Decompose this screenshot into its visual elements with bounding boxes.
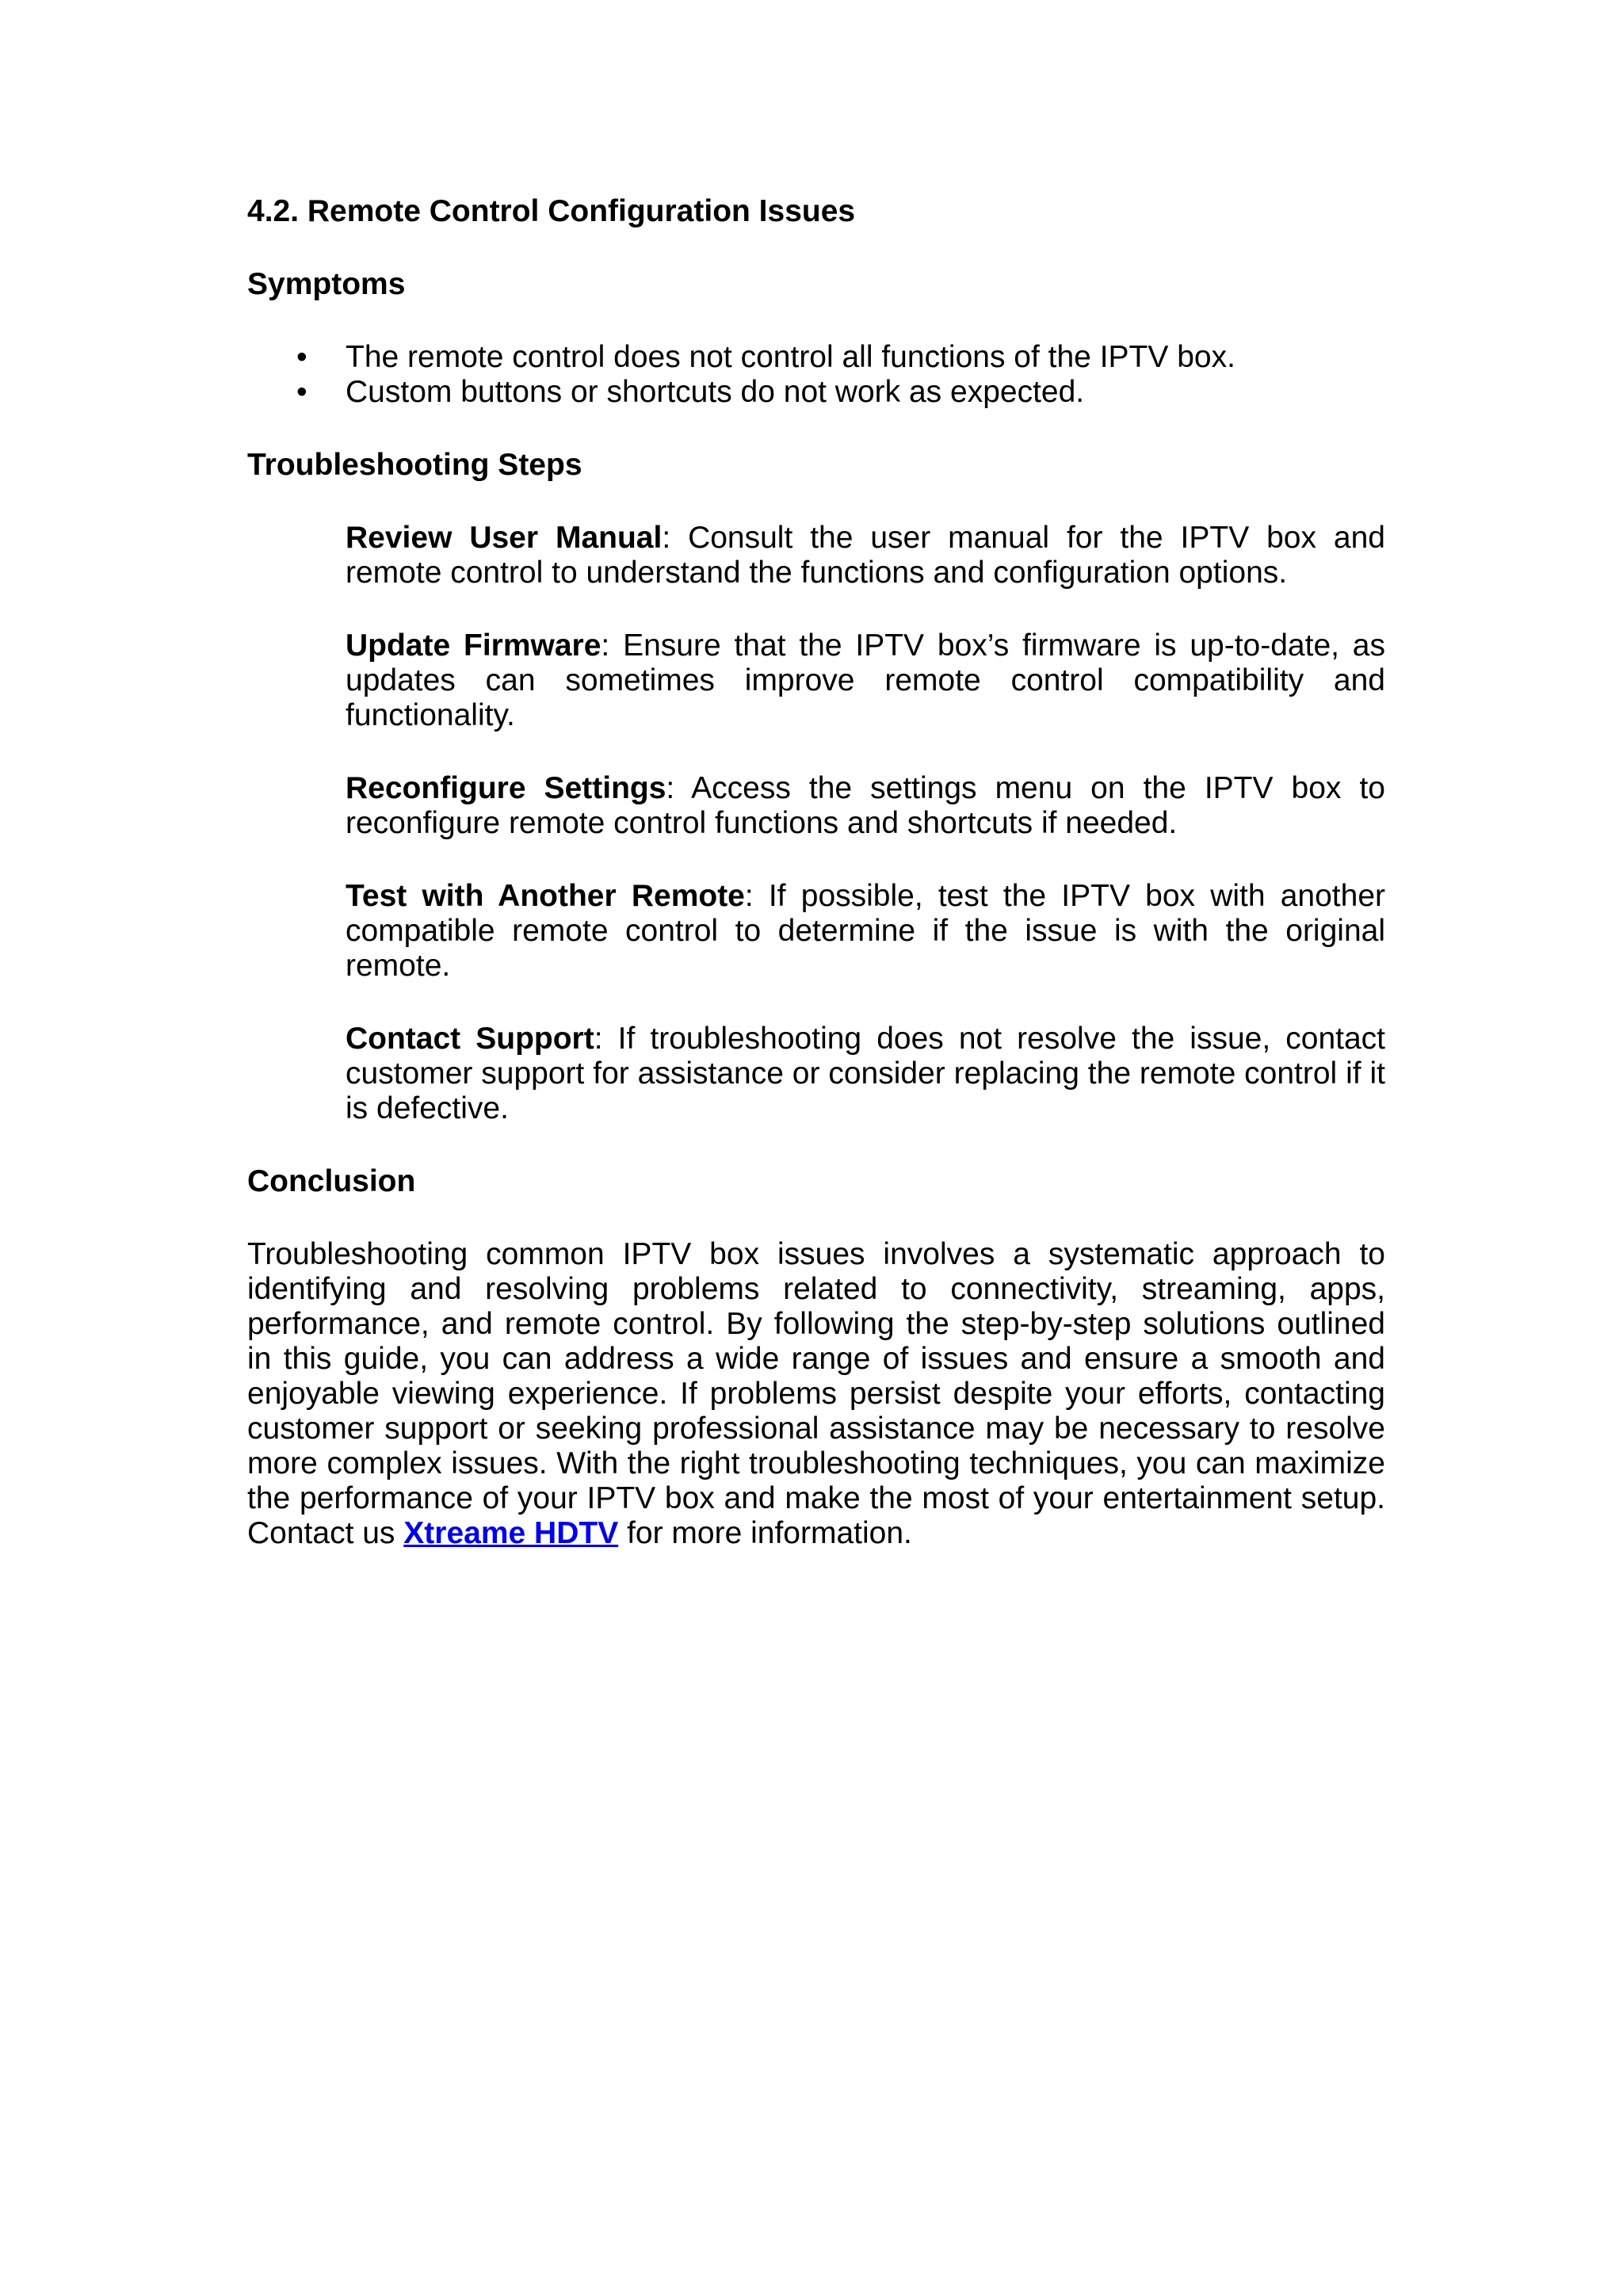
list-item (247, 340, 1385, 375)
troubleshooting-steps (247, 521, 1385, 1126)
contact-suffix: for more information. (627, 1516, 912, 1550)
step-text: : Access the settings menu on the IPTV box to reconfigure remote control functions and shortcuts if needed. (346, 771, 1385, 840)
section-title: 4.2. Remote Control Configuration Issues (247, 194, 856, 228)
step-title: Contact Support (346, 1022, 594, 1056)
symptoms-heading: Symptoms (247, 267, 406, 301)
list-item (247, 375, 1385, 410)
xtreame-hdtv-link[interactable]: Xtreame HDTV (403, 1516, 619, 1550)
step-title: Test with Another Remote (346, 879, 745, 913)
symptoms-list (247, 340, 1385, 410)
step-text: : If troubleshooting does not resolve the issue, contact customer support for assistance or consider replacing the remote control if it is defective. (346, 1022, 1386, 1125)
troubleshooting-heading: Troubleshooting Steps (247, 448, 582, 482)
step-text: : Ensure that the IPTV box’s firmware is up-to-date, as updates can sometimes improve remote control compatibility and functionality. (346, 628, 1385, 732)
bullet-icon: • (296, 340, 307, 374)
step-text: : If possible, test the IPTV box with another compatible remote control to determine if the issue is with the original remote. (346, 879, 1385, 983)
document-page (247, 194, 1385, 1551)
step-reconfigure-settings (346, 771, 1385, 841)
step-contact-support (346, 1022, 1385, 1126)
step-text: : Consult the user manual for the IPTV box and remote control to understand the functions and configuration options. (346, 521, 1385, 590)
conclusion-paragraph (247, 1237, 1385, 1551)
conclusion-body: Troubleshooting common IPTV box issues involves a systematic approach to identifying and resolving problems related to connectivity, streaming, apps, performance, and remote control. By following the step-by-step solutions outlined in this guide, you can address a wide range of issues and ensure a smooth and enjoyable viewing experience. If problems persist despite your efforts, contacting customer support or seeking professional assistance may be necessary to resolve more complex issues. With the right troubleshooting techniques, you can maximize the performance of your IPTV box and make the most of your entertainment setup. (247, 1237, 1385, 1515)
step-update-firmware (346, 628, 1385, 733)
step-title: Reconfigure Settings (346, 771, 666, 805)
bullet-icon: • (296, 375, 307, 409)
step-title: Update Firmware (346, 628, 601, 663)
list-item-text: Custom buttons or shortcuts do not work as expected. (346, 375, 1085, 409)
list-item-text: The remote control does not control all functions of the IPTV box. (346, 340, 1235, 374)
step-test-another-remote (346, 879, 1385, 984)
step-title: Review User Manual (346, 521, 663, 555)
conclusion-heading: Conclusion (247, 1164, 416, 1198)
step-review-user-manual (346, 521, 1385, 590)
contact-prefix: Contact us (247, 1516, 395, 1550)
